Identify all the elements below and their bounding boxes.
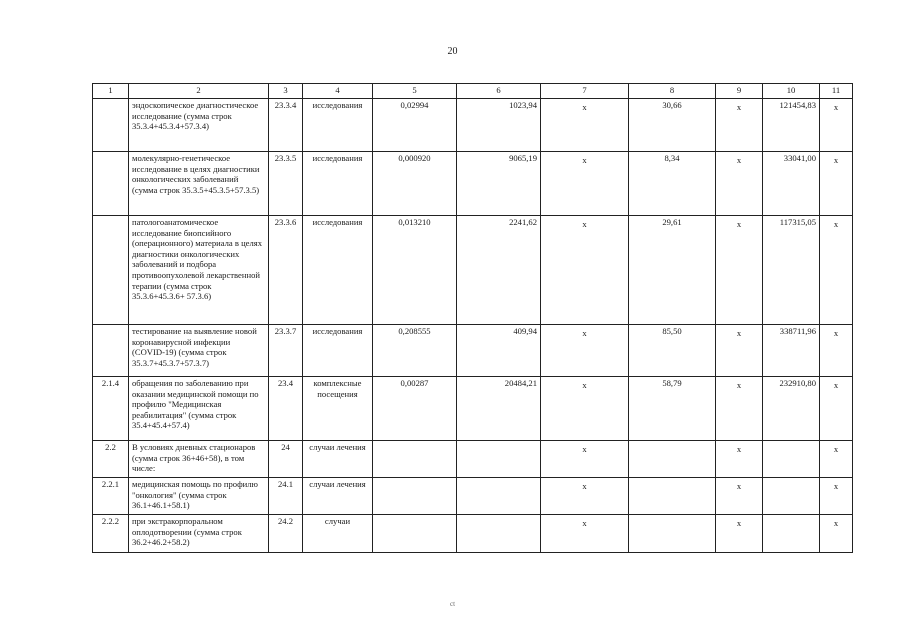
header-cell: 7 — [541, 84, 629, 99]
table-row — [93, 515, 853, 553]
row-col5: 0,00287 — [373, 377, 457, 441]
header-cell: 2 — [129, 84, 269, 99]
row-col7: x — [541, 478, 629, 515]
row-description: В условиях дневных стационаров (сумма строк 36+46+58), в том числе: — [129, 441, 269, 478]
row-col11: x — [820, 441, 853, 478]
row-code: 24.2 — [269, 515, 303, 553]
row-unit: исследования — [303, 152, 373, 216]
row-col9: x — [716, 377, 763, 441]
row-col7: x — [541, 99, 629, 152]
row-col10: 117315,05 — [763, 216, 820, 325]
row-col5: 0,208555 — [373, 325, 457, 377]
row-col11: x — [820, 377, 853, 441]
row-unit: исследования — [303, 325, 373, 377]
row-description: тестирование на выявление новой коронавирусной инфекции (COVID-19) (сумма строк 35.3.7+45.3.7+57.3.7) — [129, 325, 269, 377]
data-table — [92, 83, 853, 553]
row-description: патологоанатомическое исследование биопсийного (операционного) материала в целях диагностики онкологических заболеваний и подбора противоопухолевой лекарственной терапии (сумма строк 35.3.6+45.3.6+ 57.3.6) — [129, 216, 269, 325]
row-col8 — [629, 441, 716, 478]
row-code: 24 — [269, 441, 303, 478]
row-code: 23.3.7 — [269, 325, 303, 377]
row-col9: x — [716, 99, 763, 152]
row-col9: x — [716, 515, 763, 553]
table-row — [93, 441, 853, 478]
row-col8: 30,66 — [629, 99, 716, 152]
row-code: 23.3.6 — [269, 216, 303, 325]
row-code: 23.4 — [269, 377, 303, 441]
row-col6 — [457, 478, 541, 515]
header-row — [93, 84, 853, 99]
header-cell: 3 — [269, 84, 303, 99]
row-col10: 338711,96 — [763, 325, 820, 377]
table-row — [93, 325, 853, 377]
row-col11: x — [820, 216, 853, 325]
row-code: 23.3.5 — [269, 152, 303, 216]
header-cell: 8 — [629, 84, 716, 99]
row-col6 — [457, 515, 541, 553]
row-col5: 0,013210 — [373, 216, 457, 325]
row-col5 — [373, 478, 457, 515]
row-description: обращения по заболеванию при оказании медицинской помощи по профилю "Медицинская реабилитация" (сумма строк 35.4+45.4+57.4) — [129, 377, 269, 441]
row-col8: 8,34 — [629, 152, 716, 216]
row-col9: x — [716, 441, 763, 478]
row-col10: 33041,00 — [763, 152, 820, 216]
row-code: 23.3.4 — [269, 99, 303, 152]
row-unit: комплексные посещения — [303, 377, 373, 441]
row-col6: 409,94 — [457, 325, 541, 377]
row-col8: 58,79 — [629, 377, 716, 441]
row-number: 2.2 — [93, 441, 129, 478]
row-col10: 232910,80 — [763, 377, 820, 441]
row-col7: x — [541, 216, 629, 325]
header-cell: 6 — [457, 84, 541, 99]
row-col8: 29,61 — [629, 216, 716, 325]
row-col7: x — [541, 152, 629, 216]
header-cell: 10 — [763, 84, 820, 99]
row-col10 — [763, 515, 820, 553]
row-number: 2.1.4 — [93, 377, 129, 441]
header-cell: 9 — [716, 84, 763, 99]
row-code: 24.1 — [269, 478, 303, 515]
page-number: 20 — [447, 46, 458, 57]
row-col5: 0,02994 — [373, 99, 457, 152]
row-number: 2.2.2 — [93, 515, 129, 553]
row-col8: 85,50 — [629, 325, 716, 377]
row-col7: x — [541, 325, 629, 377]
header-cell: 11 — [820, 84, 853, 99]
table-row — [93, 216, 853, 325]
row-col9: x — [716, 152, 763, 216]
row-unit: случаи лечения — [303, 441, 373, 478]
row-number — [93, 325, 129, 377]
row-col7: x — [541, 515, 629, 553]
row-col6: 20484,21 — [457, 377, 541, 441]
row-description: молекулярно-генетическое исследование в целях диагностики онкологических заболеваний (сумма строк 35.3.5+45.3.5+57.3.5) — [129, 152, 269, 216]
row-col11: x — [820, 515, 853, 553]
table-row — [93, 377, 853, 441]
row-number — [93, 99, 129, 152]
row-col10: 121454,83 — [763, 99, 820, 152]
row-unit: случаи лечения — [303, 478, 373, 515]
row-unit: случаи — [303, 515, 373, 553]
row-col6 — [457, 441, 541, 478]
row-number — [93, 152, 129, 216]
table-row — [93, 478, 853, 515]
footer-mark: ct — [449, 600, 456, 608]
row-col10 — [763, 441, 820, 478]
row-number — [93, 216, 129, 325]
row-number: 2.2.1 — [93, 478, 129, 515]
row-col10 — [763, 478, 820, 515]
row-col5 — [373, 441, 457, 478]
row-col11: x — [820, 478, 853, 515]
table-row — [93, 152, 853, 216]
header-cell: 4 — [303, 84, 373, 99]
row-col9: x — [716, 325, 763, 377]
row-col11: x — [820, 325, 853, 377]
row-col5: 0,000920 — [373, 152, 457, 216]
row-description: медицинская помощь по профилю "онкология" (сумма строк 36.1+46.1+58.1) — [129, 478, 269, 515]
row-col6: 2241,62 — [457, 216, 541, 325]
row-col6: 1023,94 — [457, 99, 541, 152]
row-col7: x — [541, 441, 629, 478]
row-col11: x — [820, 99, 853, 152]
row-unit: исследования — [303, 216, 373, 325]
row-description: при экстракорпоральном оплодотворении (сумма строк 36.2+46.2+58.2) — [129, 515, 269, 553]
row-unit: исследования — [303, 99, 373, 152]
row-col7: x — [541, 377, 629, 441]
header-cell: 5 — [373, 84, 457, 99]
row-col9: x — [716, 478, 763, 515]
row-col11: x — [820, 152, 853, 216]
row-col6: 9065,19 — [457, 152, 541, 216]
row-description: эндоскопическое диагностическое исследование (сумма строк 35.3.4+45.3.4+57.3.4) — [129, 99, 269, 152]
row-col5 — [373, 515, 457, 553]
row-col9: x — [716, 216, 763, 325]
row-col8 — [629, 515, 716, 553]
row-col8 — [629, 478, 716, 515]
table-row — [93, 99, 853, 152]
header-cell: 1 — [93, 84, 129, 99]
